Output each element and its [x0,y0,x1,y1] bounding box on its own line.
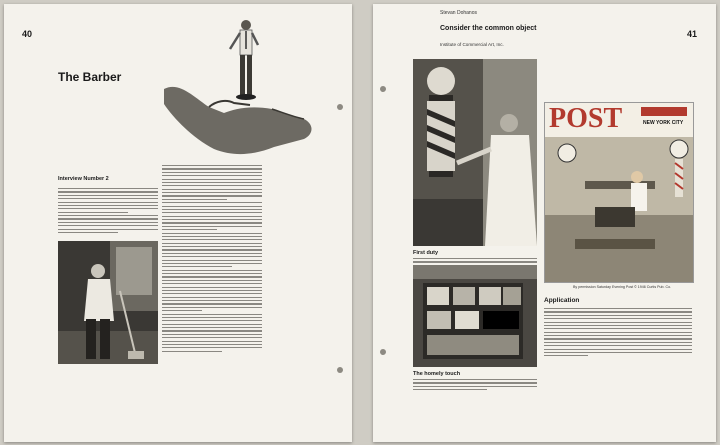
hand-illustration [154,9,319,174]
article-title: The Barber [58,70,122,84]
barber-sweeping-photo [58,241,158,364]
binder-hole [337,367,343,373]
section-subheading: Interview Number 2 [58,176,109,182]
page-number: 40 [22,29,33,39]
right-page [373,4,716,442]
binder-hole [337,104,343,110]
body-text-application [544,308,692,359]
body-text-column-right [162,165,262,354]
barber-pole-photo [413,59,537,246]
right-page-title: Consider the common object [440,25,537,32]
magazine-cover-city: NEW YORK CITY [643,120,684,126]
binder-hole [380,349,386,355]
magazine-cover-banner [641,107,687,116]
left-page [4,4,352,442]
caption-text-homely-touch [413,379,537,393]
magazine-cover-illustration [544,102,694,283]
section-application: Application [544,297,580,304]
cover-credit: By permission Saturday Evening Post © 1946 Curtis Pub. Co. [573,285,672,289]
author-name: Stevan Dohanos [440,10,477,16]
page-number: 41 [687,29,698,39]
magazine-masthead: POST [549,103,623,134]
caption-first-duty: First duty [413,250,439,256]
caption-homely-touch: The homely touch [413,371,461,377]
binder-hole [380,86,386,92]
institute-name: Institute of Commercial Art, Inc. [440,42,504,47]
body-text-column-left [58,188,158,235]
magazine-rack-photo [413,265,537,367]
